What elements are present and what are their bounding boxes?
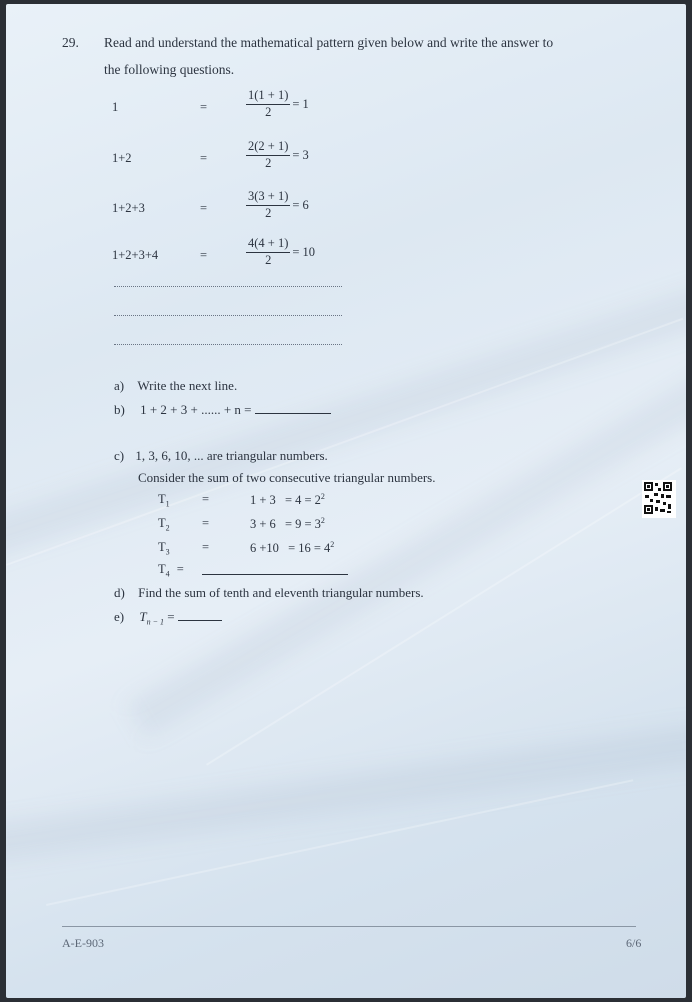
t1-line [158,492,170,509]
pattern-row-fraction [246,189,309,221]
t1-equals: = [202,492,210,506]
t3-name: T [158,540,166,554]
part-a [114,378,237,394]
fraction-numerator: 2(2 + 1) [246,139,290,156]
part-a-text: Write the next line. [137,378,238,393]
answer-dotted-line[interactable] [114,286,342,287]
paper-fold-shadow [6,724,686,864]
fraction-result: = 3 [292,147,309,162]
footer-paper-code: A-E-903 [62,936,104,950]
qr-code-icon [642,480,676,518]
paper-fold-shadow [6,277,686,562]
part-c-consider: Consider the sum of two consecutive triangular numbers. [138,470,436,485]
pattern-row-lhs: 1+2+3 [112,201,145,215]
exam-paper [6,4,686,998]
t1-power: 2 [320,492,325,501]
t3-power: 2 [330,540,335,549]
part-b-label: b) [114,402,125,417]
equals-sign: = [200,100,208,114]
t3-subscript: 3 [165,547,170,557]
fraction-numerator: 1(1 + 1) [246,88,290,105]
t1-subscript: 1 [165,499,170,509]
t1-name: T [158,492,166,506]
fraction-denominator: 2 [265,104,272,119]
t3-equals: = [202,540,210,554]
footer-rule [62,926,636,927]
pattern-row-fraction [246,139,309,171]
t3-expr [250,540,334,556]
t3-sum: 6 +10 [250,541,279,556]
part-e-term: T [139,609,147,624]
fraction-result: = 6 [292,197,309,212]
part-a-label: a) [114,378,125,393]
pattern-row-lhs: 1 [112,100,119,114]
t4-name: T [158,562,166,576]
fraction-result: = 1 [292,96,309,111]
t4-subscript: 4 [165,569,170,579]
answer-dotted-line[interactable] [114,344,342,345]
t3-line [158,540,170,557]
part-b [114,402,331,418]
part-d-label: d) [114,585,125,600]
question-text-line1: Read and understand the mathematical pattern given below and write the answer to [104,35,554,50]
t2-line [158,516,170,533]
part-e-label: e) [114,609,125,624]
part-b-answer-blank[interactable] [255,413,331,414]
part-b-text: 1 + 2 + 3 + ...... + n = [140,402,252,417]
pattern-row-lhs: 1+2 [112,151,132,165]
equals-sign: = [200,151,208,165]
answer-dotted-line[interactable] [114,315,342,316]
t2-power: 2 [320,516,325,525]
t2-result: = 9 = 3 [284,517,321,532]
fraction-denominator: 2 [265,252,272,267]
fraction-numerator: 3(3 + 1) [246,189,290,206]
part-d [114,585,424,601]
fraction-numerator: 4(4 + 1) [246,236,290,253]
part-c-label: c) [114,448,125,463]
part-e [114,609,222,627]
footer-page-number: 6/6 [626,936,642,950]
t4-line [158,562,184,579]
t2-subscript: 2 [165,523,170,533]
fraction-result: = 10 [292,244,316,259]
t2-equals: = [202,516,210,530]
part-e-answer-blank[interactable] [178,620,222,621]
part-e-equals: = [167,609,175,624]
equals-sign: = [200,248,208,262]
fraction-denominator: 2 [265,205,272,220]
pattern-row-fraction [246,88,309,120]
t1-sum: 1 + 3 [250,493,276,508]
t3-result: = 16 = 4 [288,541,331,556]
t1-result: = 4 = 2 [284,493,321,508]
question-text-line2: the following questions. [104,62,235,77]
part-c-text: 1, 3, 6, 10, ... are triangular numbers. [135,448,328,463]
part-c [114,448,328,464]
t2-expr [250,516,325,532]
part-d-text: Find the sum of tenth and eleventh triangular numbers. [138,585,424,600]
equals-sign: = [200,201,208,215]
t2-sum: 3 + 6 [250,517,276,532]
question-number: 29. [62,35,79,50]
part-e-subscript: n − 1 [146,617,164,627]
t4-equals: = [176,562,184,576]
pattern-row-fraction [246,236,315,268]
pattern-row-lhs: 1+2+3+4 [112,248,159,262]
t4-answer-blank[interactable] [202,574,348,575]
fraction-denominator: 2 [265,155,272,170]
t2-name: T [158,516,166,530]
t1-expr [250,492,325,508]
